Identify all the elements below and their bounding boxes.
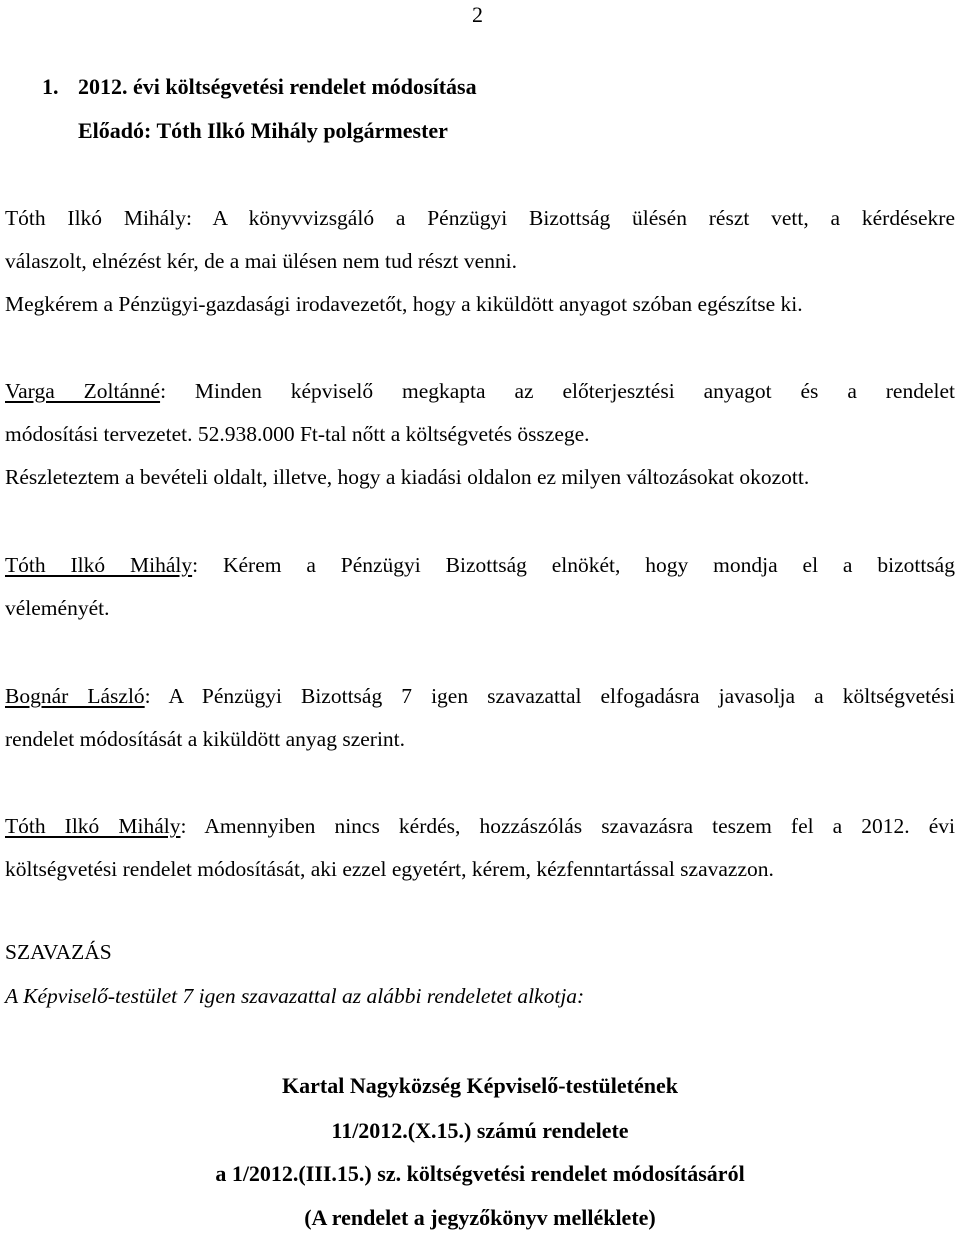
paragraph-line: költségvetési rendelet módosítását, aki ezzel egyetért, kérem, kézfenntartással szavazzon. bbox=[5, 857, 774, 881]
vote-heading: SZAVAZÁS bbox=[5, 940, 112, 964]
paragraph-toth-3 bbox=[5, 805, 955, 891]
agenda-item-heading bbox=[42, 74, 477, 100]
decree-annex-note: (A rendelet a jegyzőkönyv melléklete) bbox=[304, 1205, 656, 1230]
paragraph-line: válaszolt, elnézést kér, de a mai ülésen nem tud részt venni. bbox=[5, 249, 517, 273]
paragraph-line bbox=[5, 544, 955, 587]
paragraph-bognar bbox=[5, 675, 955, 761]
speaker-name: Bognár László bbox=[5, 684, 145, 708]
paragraph-text: : A könyvvizsgáló a Pénzügyi Bizottság ülésén részt vett, a kérdésekre bbox=[185, 206, 955, 230]
paragraph-text: : A Pénzügyi Bizottság 7 igen szavazattal elfogadásra javasolja a költségvetési bbox=[144, 684, 955, 708]
speaker-name: Varga Zoltánné bbox=[5, 379, 161, 403]
paragraph-varga bbox=[5, 370, 955, 499]
agenda-item-number: 1. bbox=[42, 74, 59, 99]
speaker-name: Tóth Ilkó Mihály bbox=[5, 553, 193, 577]
decree-number: 11/2012.(X.15.) számú rendelete bbox=[331, 1118, 629, 1143]
agenda-item-title: 2012. évi költségvetési rendelet módosítása bbox=[78, 74, 477, 99]
paragraph-line: véleményét. bbox=[5, 596, 110, 620]
paragraph-toth-2 bbox=[5, 544, 955, 630]
vote-result: A Képviselő-testület 7 igen szavazattal az alábbi rendeletet alkotja: bbox=[5, 984, 585, 1008]
paragraph-text: : Amennyiben nincs kérdés, hozzászólás szavazásra teszem fel a 2012. évi bbox=[180, 814, 955, 838]
presenter: Előadó: Tóth Ilkó Mihály polgármester bbox=[78, 118, 448, 143]
page-number: 2 bbox=[472, 2, 483, 27]
paragraph-text: : Minden képviselő megkapta az előterjesztési anyagot és a rendelet bbox=[160, 379, 955, 403]
paragraph-line bbox=[5, 805, 955, 848]
paragraph-line bbox=[5, 197, 955, 240]
paragraph-line: módosítási tervezetet. 52.938.000 Ft-tal nőtt a költségvetés összege. bbox=[5, 422, 590, 446]
speaker-name: Tóth Ilkó Mihály bbox=[5, 206, 186, 230]
paragraph-toth-1 bbox=[5, 197, 955, 326]
paragraph-text: : Kérem a Pénzügyi Bizottság elnökét, hogy mondja el a bizottság bbox=[192, 553, 955, 577]
paragraph-line bbox=[5, 370, 955, 413]
paragraph-line: Részleteztem a bevételi oldalt, illetve, hogy a kiadási oldalon ez milyen változásokat okozott. bbox=[5, 465, 810, 489]
paragraph-line bbox=[5, 675, 955, 718]
speaker-name: Tóth Ilkó Mihály bbox=[5, 814, 181, 838]
paragraph-line: rendelet módosítását a kiküldött anyag szerint. bbox=[5, 727, 406, 751]
decree-subject: a 1/2012.(III.15.) sz. költségvetési rendelet módosításáról bbox=[215, 1161, 745, 1186]
decree-issuer: Kartal Nagyközség Képviselő-testületének bbox=[282, 1073, 678, 1098]
paragraph-line: Megkérem a Pénzügyi-gazdasági irodavezetőt, hogy a kiküldött anyagot szóban egészítse ki. bbox=[5, 292, 803, 316]
